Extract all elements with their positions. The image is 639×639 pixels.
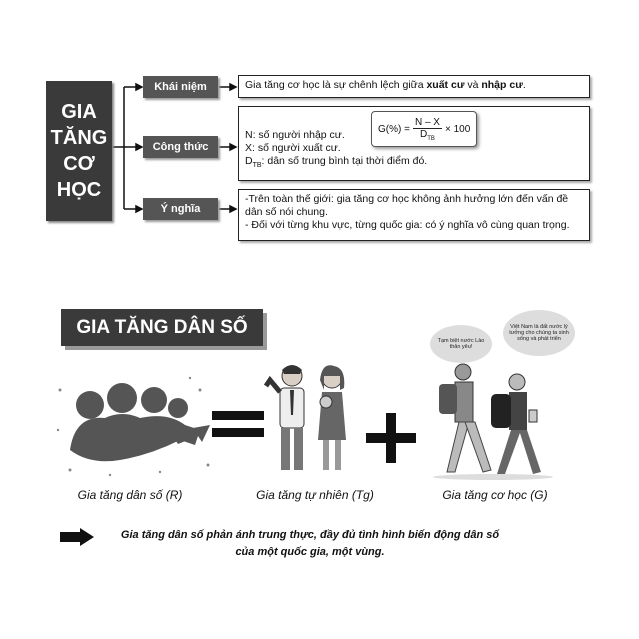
arrow-right-icon <box>60 528 94 546</box>
conclusion-line-2: của một quốc gia, một vùng. <box>235 546 385 558</box>
main-topic-box <box>46 81 112 221</box>
formula-rhs: × 100 <box>444 123 471 135</box>
equals-bar-bottom <box>212 428 264 437</box>
branch-concept-label: Khái niệm <box>154 81 207 93</box>
formula-lhs: G(%) = <box>378 123 410 135</box>
definition-box <box>238 75 590 98</box>
branch-formula <box>143 136 218 158</box>
definition-term-emigration: xuất cư <box>426 79 465 91</box>
formula-denominator-subscript: TB <box>427 135 435 142</box>
equals-operator <box>212 411 264 437</box>
legend-d-symbol: D <box>245 155 253 167</box>
caption-natural-growth <box>240 488 390 502</box>
conclusion-text <box>95 527 525 561</box>
speech-bubble-left <box>430 325 492 363</box>
definition-prefix: Gia tăng cơ học là sự chênh lệch giữa <box>245 79 427 91</box>
branch-meaning <box>143 198 218 220</box>
definition-suffix: . <box>522 79 526 91</box>
section-title <box>61 309 263 346</box>
equals-bar-top <box>212 411 264 420</box>
speech-bubble-right-text: Việt Nam là đất nước lý tưởng cho chúng ta sinh sống và phát triển <box>509 324 569 342</box>
branch-meaning-label: Ý nghĩa <box>160 203 201 215</box>
caption-mechanical-growth <box>420 488 570 502</box>
meaning-line-world: -Trên toàn thế giới: gia tăng cơ học không ảnh hưởng lớn đến vấn đề dân số nói chung. <box>245 193 569 218</box>
meaning-line-region: - Đối với từng khu vực, từng quốc gia: có ý nghĩa vô cùng quan trọng. <box>245 219 570 231</box>
legend-d-text: : dân số trung bình tại thời điểm đó. <box>261 155 428 167</box>
travelers-illustration <box>425 362 560 482</box>
caption-natural-text: Gia tăng tự nhiên (Tg) <box>256 488 374 502</box>
formula-equation <box>371 111 477 147</box>
speech-bubble-left-text: Tạm biệt nước Lào thân yêu! <box>437 338 485 350</box>
section-title-text: GIA TĂNG DÂN SỐ <box>76 316 248 338</box>
definition-term-immigration: nhập cư <box>481 79 523 91</box>
caption-mechanical-text: Gia tăng cơ học (G) <box>442 488 548 502</box>
branch-formula-label: Công thức <box>152 141 209 153</box>
formula-numerator: N – X <box>414 116 440 128</box>
meaning-box <box>238 189 590 241</box>
definition-middle: và <box>464 79 482 91</box>
legend-immigrants: N: số người nhập cư. <box>245 129 345 141</box>
formula-denominator <box>420 129 435 142</box>
conclusion-line-1: Gia tăng dân số phản ánh trung thực, đầy đủ tình hình biến động dân số <box>120 529 500 541</box>
formula-denominator-symbol: D <box>420 128 428 140</box>
plus-operator <box>366 413 416 463</box>
couple-illustration <box>262 360 362 478</box>
caption-total-text: Gia tăng dân số (R) <box>77 488 183 502</box>
speech-bubble-right <box>503 310 575 356</box>
legend-emigrants: X: số người xuất cư. <box>245 142 341 154</box>
legend-d-subscript: TB <box>252 162 262 170</box>
branch-concept <box>143 76 218 98</box>
caption-total-growth <box>45 488 215 502</box>
crowd-illustration <box>50 370 215 480</box>
main-topic-title: GIA TĂNG CƠ HỌC <box>50 101 108 201</box>
legend-average-population <box>245 155 583 172</box>
formula-fraction <box>413 117 442 142</box>
plus-bar-horizontal <box>366 433 416 443</box>
